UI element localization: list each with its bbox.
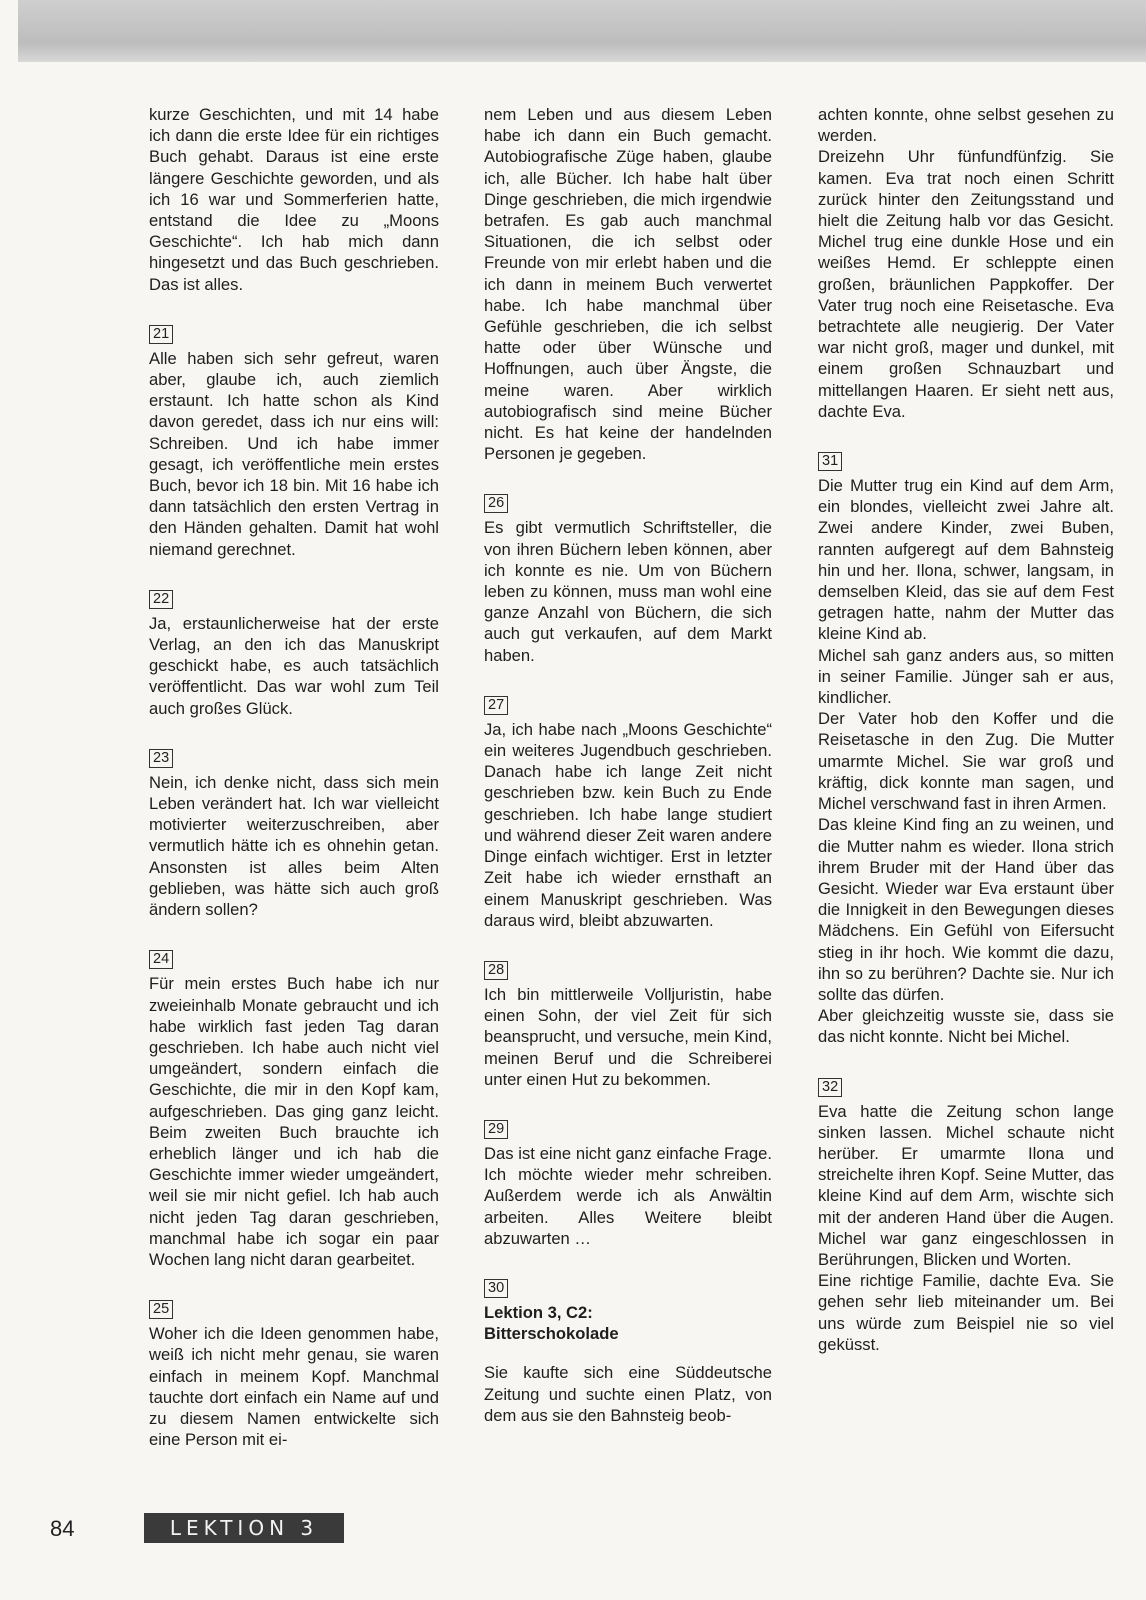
- column-1-intro: kurze Geschichten, und mit 14 habe ich dann die erste Idee für ein richtiges Buch gehabt. Daraus ist eine erste längere Geschichte geworden, und als ich 16 war und Sommerferien hatte, entstand die Idee zu „Moons Geschichte“. Ich hab mich dann hingesetzt und das Buch geschrieben. Das ist alles.: [149, 105, 439, 294]
- section-number-badge: 31: [818, 452, 842, 471]
- column-1: [149, 104, 439, 1450]
- section-28: [484, 958, 772, 1090]
- column-3-intro-line: Dreizehn Uhr fünfundfünfzig. Sie kamen. Eva trat noch einen Schritt zurück hinter den Zeitungsstand und hielt die Zeitung halb vor das Gesicht. Michel trug eine dunkle Hose und ein weißes Hemd. Er schleppte einen großen, bräunlichen Pappkoffer. Der Vater trug noch eine Reisetasche. Eva betrachtete alle neugierig. Der Vater war nicht groß, mager und dunkel, mit einem großen Schnauzbart und mittellangen Haaren. Er sieht nett aus, dachte Eva.: [818, 147, 1114, 421]
- section-25: [149, 1297, 439, 1450]
- section-26: [484, 491, 772, 665]
- column-3-intro-line: achten konnte, ohne selbst gesehen zu werden.: [818, 105, 1114, 146]
- section-text: Die Mutter trug ein Kind auf dem Arm, ein blondes, vielleicht zwei Jahre alt. Zwei andere Kinder, zwei Buben, rannten aufgeregt auf dem Bahnsteig hin und her. Ilona, schwer, langsam, in demselben Kleid, das sie auf dem Fest getragen hatte, nahm der Mutter das kleine Kind ab.: [818, 476, 1114, 644]
- section-number-badge: 26: [484, 494, 508, 513]
- lesson-heading-line-2: Bitterschokolade: [484, 1324, 619, 1344]
- section-23: [149, 746, 439, 920]
- section-21: [149, 322, 439, 560]
- section-text: Es gibt vermutlich Schriftsteller, die von ihren Büchern leben können, aber ich konnte es nie. Um von Büchern leben zu können, muss man wohl eine ganze Anzahl von Büchern, die sich auch gut verkaufen, auf dem Markt haben.: [484, 518, 772, 665]
- section-number-badge: 27: [484, 696, 508, 715]
- section-text: Der Vater hob den Koffer und die Reisetasche in den Zug. Die Mutter umarmte Michel. Sie war groß und kräftig, dick konnte man sagen, und Michel verschwand fast in ihren Armen.: [818, 709, 1114, 814]
- section-number-badge: 21: [149, 325, 173, 344]
- column-2: [484, 104, 772, 1426]
- section-number-badge: 28: [484, 961, 508, 980]
- lesson-heading-line-1: Lektion 3, C2:: [484, 1302, 593, 1322]
- top-header-band: [18, 0, 1146, 62]
- column-3: [818, 104, 1114, 1355]
- section-text: Eva hatte die Zeitung schon lange sinken lassen. Michel schaute nicht herüber. Er umarmte Ilona und streichelte ihren Kopf. Seine Mutter, das kleine Kind auf dem Arm, wischte sich mit der anderen Hand über die Augen. Michel war ganz eingeschlossen in Berührungen, Blicken und Worten.: [818, 1101, 1114, 1269]
- column-2-intro: nem Leben und aus diesem Leben habe ich dann ein Buch gemacht. Autobiografische Züge haben, glaube ich, alle Bücher. Ich habe halt über Dinge geschrieben, die mich irgendwie betrafen. Es gab auch manchmal Situationen, die ich selbst oder Freunde von mir erlebt haben und die ich dann in meinem Buch verwertet habe. Ich habe manchmal über Gefühle geschrieben, die ich selbst hatte oder über Wünsche und Hoffnungen, auch über Ängste, die meine waren. Aber wirklich autobiografisch sind meine Bücher nicht. Es hat keine der handelnden Personen je gegeben.: [484, 105, 772, 464]
- section-text: Eine richtige Familie, dachte Eva. Sie gehen sehr lieb miteinander um. Bei uns würde zum Beispiel nie so viel geküsst.: [818, 1271, 1114, 1354]
- section-text: Ich bin mittlerweile Volljuristin, habe einen Sohn, der viel Zeit für sich beansprucht, und versuche, mein Kind, meinen Beruf und die Schreiberei unter einen Hut zu bekommen.: [484, 984, 772, 1089]
- chapter-footer-label: LEKTION 3: [144, 1513, 344, 1543]
- section-text: Aber gleichzeitig wusste sie, dass sie das nicht konnte. Nicht bei Michel.: [818, 1006, 1114, 1047]
- section-text: Das ist eine nicht ganz einfache Frage. Ich möchte wieder mehr schreiben. Außerdem werde ich als Anwältin arbeiten. Alles Weitere bleibt abzuwarten …: [484, 1143, 772, 1248]
- section-22: [149, 587, 439, 719]
- section-text: Michel sah ganz anders aus, so mitten in seiner Familie. Jünger sah er aus, kindlicher.: [818, 645, 1114, 708]
- section-text: Woher ich die Ideen genommen habe, weiß ich nicht mehr genau, sie waren einfach in meinem Kopf. Manchmal tauchte dort einfach ein Name auf und zu diesem Namen entwickelte sich eine Person mit ei-: [149, 1324, 439, 1450]
- section-31: [818, 449, 1114, 1047]
- section-text: Ja, erstaunlicherweise hat der erste Verlag, an den ich das Manuskript geschickt habe, es auch tatsächlich veröffentlicht. Das war wohl zum Teil auch großes Glück.: [149, 613, 439, 718]
- section-text: Nein, ich denke nicht, dass sich mein Leben verändert hat. Ich war vielleicht motivierter weiterzuschreiben, aber vermutlich hätte ich es ohnehin getan. Ansonsten ist alles beim Alten geblieben, was hätte sich auch groß ändern sollen?: [149, 772, 439, 920]
- section-29: [484, 1117, 772, 1249]
- section-text: Das kleine Kind fing an zu weinen, und die Mutter nahm es wieder. Ilona strich ihrem Bruder mit der Hand über das Gesicht. Wieder war Eva erstaunt über die Innigkeit in den Bewegungen dieses Mädchens. Ein Gefühl von Eifersucht stieg in ihr hoch. Wie kommt die dazu, ihn so zu berühren? Dachte sie. Nur ich sollte das dürfen.: [818, 815, 1114, 1004]
- section-number-badge: 29: [484, 1120, 508, 1139]
- section-32: [818, 1075, 1114, 1355]
- section-27: [484, 693, 772, 931]
- page-number: 84: [50, 1516, 75, 1541]
- section-24: [149, 947, 439, 1270]
- section-number-badge: 32: [818, 1078, 842, 1097]
- section-text: Alle haben sich sehr gefreut, waren aber, glaube ich, auch ziemlich erstaunt. Ich hatte schon als Kind davon geredet, dass ich nur eins will: Schreiben. Und ich habe immer gesagt, ich veröffentliche mein erstes Buch, bevor ich 18 bin. Mit 16 habe ich dann tatsächlich den ersten Vertrag in den Händen gehalten. Damit hat wohl niemand gerechnet.: [149, 348, 439, 559]
- section-text: Ja, ich habe nach „Moons Geschichte“ ein weiteres Jugendbuch geschrieben. Danach habe ich lange Zeit nicht geschrieben bzw. kein Buch zu Ende geschrieben. Ich habe lange studiert und während dieser Zeit waren andere Dinge einfach wichtiger. Erst in letzter Zeit habe ich wieder ernsthaft an einem Manuskript geschrieben. Was daraus wird, bleibt abzuwarten.: [484, 719, 772, 930]
- section-number-badge: 23: [149, 749, 173, 768]
- section-number-badge: 25: [149, 1300, 173, 1319]
- section-number-badge: 22: [149, 590, 173, 609]
- section-number-badge: 30: [484, 1279, 508, 1298]
- section-number-badge: 24: [149, 950, 173, 969]
- section-30: [484, 1276, 772, 1426]
- section-text: Für mein erstes Buch habe ich nur zweieinhalb Monate gebraucht und ich habe wirklich fast jeden Tag daran geschrieben. Ich habe auch nicht viel umgeändert, sondern einfach die Geschichte, die mir in den Kopf kam, aufgeschrieben. Das ging ganz leicht. Beim zweiten Buch brauchte ich erheblich länger und ich hab die Geschichte immer wieder umgeändert, weil sie mir nicht gefiel. Ich hab auch nicht jeden Tag daran geschrieben, manchmal habe ich sogar ein paar Wochen lang nicht daran gearbeitet.: [149, 974, 439, 1269]
- section-text: Sie kaufte sich eine Süddeutsche Zeitung und suchte einen Platz, von dem aus sie den Bahnsteig beob-: [484, 1363, 772, 1425]
